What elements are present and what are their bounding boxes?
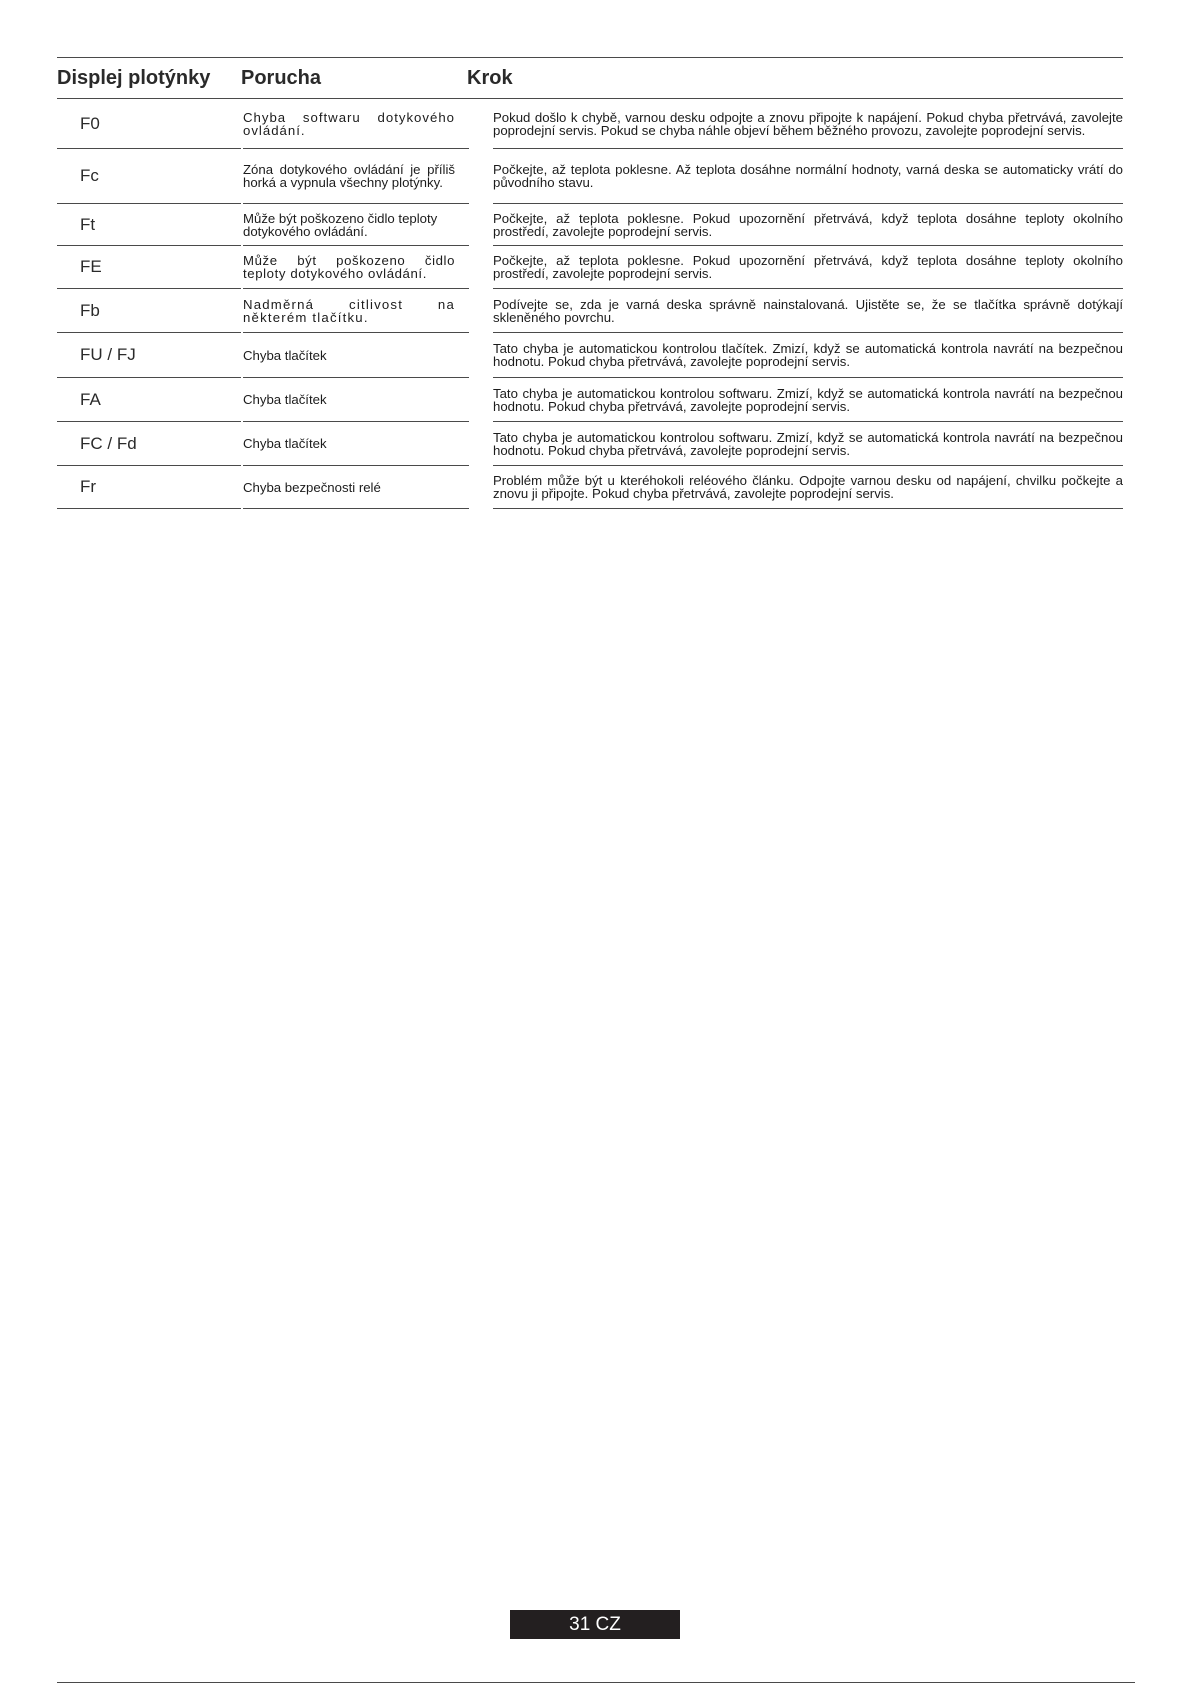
table-row — [57, 466, 1123, 509]
row-fault — [243, 204, 469, 246]
row-fault — [243, 466, 469, 509]
row-fault — [243, 99, 469, 149]
table-row — [57, 149, 1123, 204]
header-display: Displej plotýnky — [57, 66, 211, 89]
row-fault — [243, 333, 469, 378]
fault-table — [57, 57, 1123, 509]
row-fault-text: Chyba softwaru dotykového ovládání. — [243, 109, 455, 138]
row-step: Počkejte, až teplota poklesne. Pokud upozornění přetrvává, když teplota dosáhne teploty okolního prostředí, zavolejte poprodejní servis. — [493, 246, 1123, 289]
row-fault — [243, 246, 469, 289]
header-fault: Porucha — [241, 66, 322, 89]
row-fault-text: Může být poškozeno čidlo teploty dotykového ovládání. — [243, 210, 438, 239]
row-fault-text: Chyba tlačítek — [243, 347, 327, 363]
row-code: FE — [57, 246, 241, 289]
row-step: Počkejte, až teplota poklesne. Až teplota dosáhne normální hodnoty, varná deska se automaticky vrátí do původního stavu. — [493, 149, 1123, 204]
row-code: FA — [57, 378, 241, 422]
row-fault-text: Chyba tlačítek — [243, 392, 327, 407]
row-fault-text: Zóna dotykového ovládání je příliš horká a vypnula všechny plotýnky. — [243, 162, 455, 190]
table-row — [57, 378, 1123, 422]
table-row — [57, 333, 1123, 378]
row-step: Tato chyba je automatickou kontrolou tlačítek. Zmizí, když se automatická kontrola navrátí na bezpečnou hodnotu. Pokud chyba přetrvává, zavolejte poprodejní servis. — [493, 333, 1123, 378]
row-step: Počkejte, až teplota poklesne. Pokud upozornění přetrvává, když teplota dosáhne teploty okolního prostředí, zavolejte poprodejní servis. — [493, 204, 1123, 246]
row-code: Fb — [57, 289, 241, 333]
row-step: Pokud došlo k chybě, varnou desku odpojte a znovu připojte k napájení. Pokud chyba přetrvává, zavolejte poprodejní servis. Pokud se chyba náhle objeví během běžného provozu, zavolejte poprodejní servis. — [493, 99, 1123, 149]
row-code: FU / FJ — [57, 333, 241, 378]
row-fault — [243, 378, 469, 422]
row-code: FC / Fd — [57, 422, 241, 466]
row-code: Fc — [57, 149, 241, 204]
row-fault — [243, 422, 469, 466]
row-fault-text: Chyba tlačítek — [243, 436, 327, 451]
table-row — [57, 204, 1123, 246]
row-code: Fr — [57, 466, 241, 509]
table-row — [57, 422, 1123, 466]
row-code: Ft — [57, 204, 241, 246]
row-step: Tato chyba je automatickou kontrolou softwaru. Zmizí, když se automatická kontrola navrátí na bezpečnou hodnotu. Pokud chyba přetrvává, zavolejte poprodejní servis. — [493, 378, 1123, 422]
row-fault — [243, 149, 469, 204]
table-row — [57, 289, 1123, 333]
row-code: F0 — [57, 99, 241, 149]
table-row — [57, 246, 1123, 289]
row-fault — [243, 289, 469, 333]
row-step: Tato chyba je automatickou kontrolou softwaru. Zmizí, když se automatická kontrola navrátí na bezpečnou hodnotu. Pokud chyba přetrvává, zavolejte poprodejní servis. — [493, 422, 1123, 466]
row-fault-text: Může být poškozeno čidlo teploty dotykového ovládání. — [243, 253, 455, 281]
row-fault-text: Chyba bezpečnosti relé — [243, 479, 381, 495]
page-bottom-rule — [57, 1682, 1135, 1683]
table-row — [57, 99, 1123, 149]
row-fault-text: Nadměrná citlivost na některém tlačítku. — [243, 296, 455, 325]
row-step: Problém může být u kteréhokoli reléového článku. Odpojte varnou desku od napájení, chvilku počkejte a znovu ji připojte. Pokud chyba přetrvává, zavolejte poprodejní servis. — [493, 466, 1123, 509]
table-header-row — [57, 58, 1123, 99]
row-step: Podívejte se, zda je varná deska správně nainstalovaná. Ujistěte se, že se tlačítka správně dotýkají skleněného povrchu. — [493, 289, 1123, 333]
page-number-badge: 31 CZ — [510, 1610, 680, 1639]
header-step: Krok — [467, 66, 513, 89]
